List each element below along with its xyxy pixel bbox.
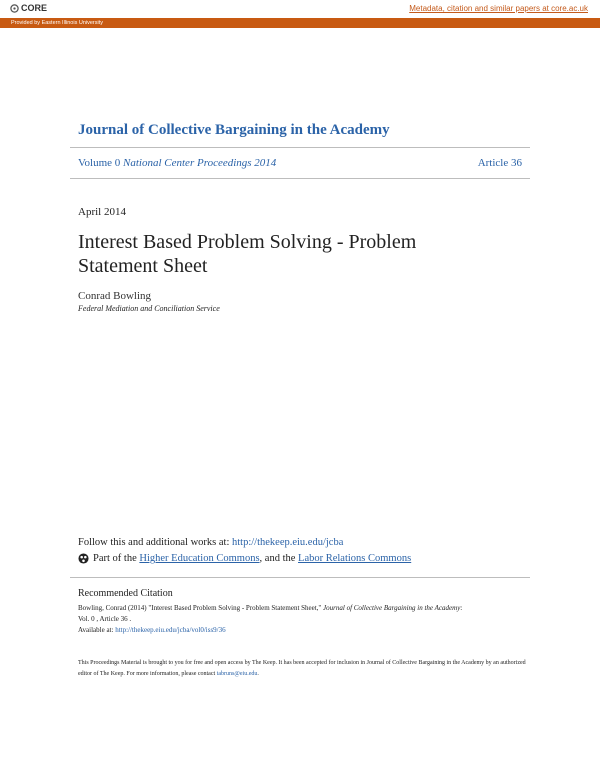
document-title: Interest Based Problem Solving - Problem Statement Sheet <box>78 231 417 277</box>
part-of-middle: , and the <box>259 553 299 564</box>
access-note-text: This Proceedings Material is brought to you for free and open access by The Keep. It has been accepted for inclusion in Journal of Collective Bargaining in the Academy by an authorized editor of The Keep. For more information, please contact <box>78 660 526 677</box>
citation-journal: Journal of Collective Bargaining in the Academy <box>323 604 461 612</box>
proceedings-name: National Center Proceedings 2014 <box>123 157 277 169</box>
author-affiliation: Federal Mediation and Conciliation Service <box>78 304 220 313</box>
access-note-end: . <box>257 671 259 677</box>
follow-url-link[interactable]: http://thekeep.eiu.edu/jcba <box>232 537 344 548</box>
citation-volume: Vol. 0 , Article 36 . <box>78 615 132 623</box>
citation-block <box>78 603 528 636</box>
divider-top <box>70 147 530 148</box>
article-number[interactable]: Article 36 <box>477 157 522 169</box>
contact-email-link[interactable]: tabruns@eiu.edu <box>216 671 258 677</box>
citation-main: Bowling, Conrad (2014) "Interest Based Problem Solving - Problem Statement Sheet," <box>78 604 324 612</box>
citation-tail: : <box>460 604 463 612</box>
core-logo-icon <box>10 4 19 13</box>
commons-network-icon <box>78 553 89 564</box>
journal-title[interactable]: Journal of Collective Bargaining in the Academy <box>78 122 390 138</box>
author-name: Conrad Bowling <box>78 290 152 302</box>
provided-by-bar <box>0 18 600 28</box>
core-logo-text: CORE <box>21 3 48 13</box>
publication-date: April 2014 <box>78 206 126 218</box>
divider-recommended <box>70 577 530 578</box>
core-metadata-link[interactable]: Metadata, citation and similar papers at core.ac.uk <box>409 4 588 13</box>
core-logo[interactable] <box>10 3 47 13</box>
available-url-link[interactable]: http://thekeep.eiu.edu/jcba/vol0/iss9/36 <box>115 626 226 634</box>
follow-line <box>78 537 343 548</box>
available-prefix: Available at: <box>78 626 116 634</box>
higher-education-commons-link[interactable]: Higher Education Commons <box>139 553 260 564</box>
access-note <box>78 658 528 680</box>
labor-relations-commons-link[interactable]: Labor Relations Commons <box>298 553 412 564</box>
volume-line[interactable] <box>78 157 276 169</box>
core-header <box>0 0 600 18</box>
part-of-prefix: Part of the <box>93 553 140 564</box>
part-of-line <box>78 553 411 564</box>
divider-bottom <box>70 178 530 179</box>
volume-number: Volume 0 <box>78 157 121 169</box>
provided-by-text: Provided by Eastern Illinois University <box>11 20 104 26</box>
follow-prefix: Follow this and additional works at: <box>78 537 232 548</box>
recommended-citation-heading: Recommended Citation <box>78 588 173 599</box>
